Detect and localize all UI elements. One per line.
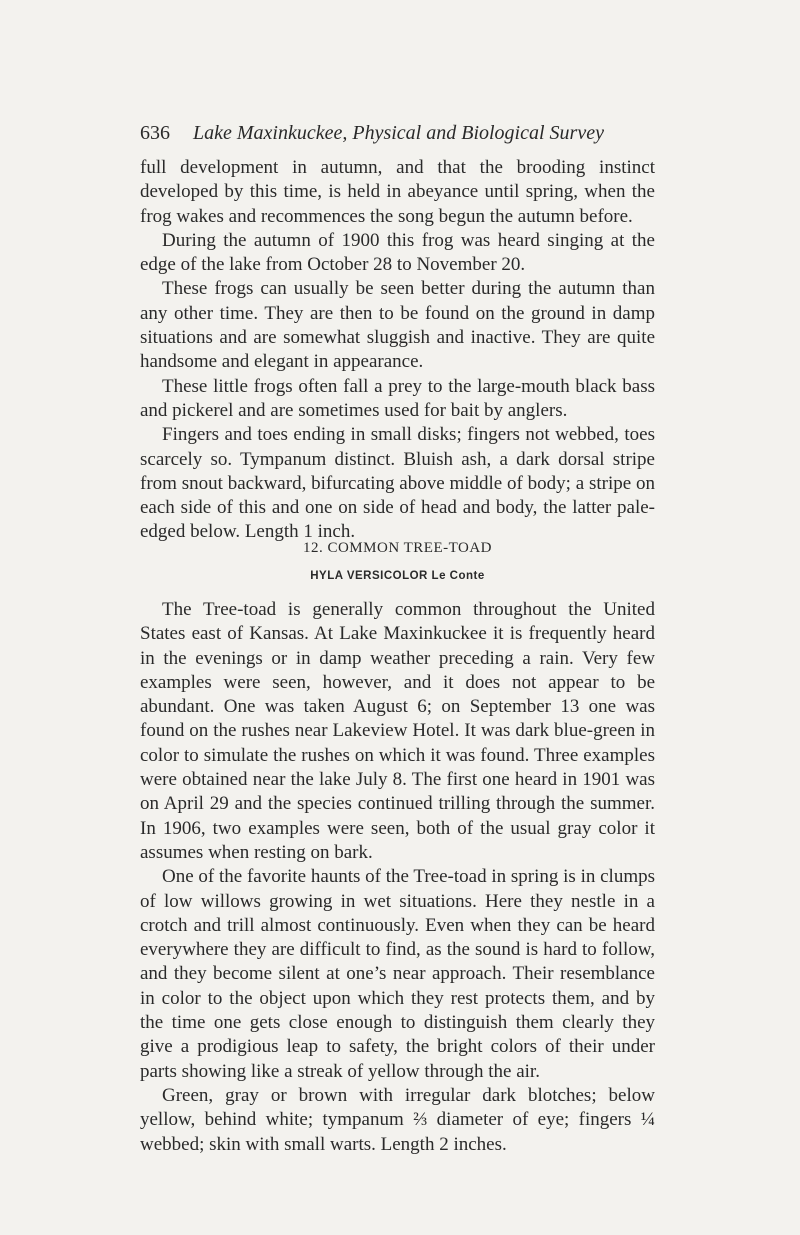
running-title: Lake Maxinkuckee, Physical and Biological Survey [193,122,604,144]
page-number: 636 [140,122,170,144]
paragraph: The Tree-toad is generally common throughout the United States east of Kansas. At Lake Maxinkuckee it is frequently heard in the evenings or in damp weather preceding a rain. Very few examples were seen, however, and it does not appear to be abundant. One was taken August 6; on September 13 one was found on the rushes near Lakeview Hotel. It was dark blue-green in color to simulate the rushes on which it was found. Three examples were obtained near the lake July 8. The first one heard in 1901 was on April 29 and the species continued trilling through the summer. In 1906, two examples were seen, both of the usual gray color it assumes when resting on bark. [140,599,655,863]
section-heading: 12. COMMON TREE-TOAD [302,540,493,556]
paragraph: Green, gray or brown with irregular dark blotches; below yellow, behind white; tympanum ⅔ diameter of eye; fingers ¼ webbed; skin with small warts. Length 2 inches. [140,1084,655,1155]
paragraph: One of the favorite haunts of the Tree-toad in spring is in clumps of low willows growing in wet situations. Here they nestle in a crotch and trill almost continuously. Even when they can be heard everywhere they are difficult to find, as the sound is hard to follow, and they become silent at one’s near approach. Their resemblance in color to the object upon which they rest protects them, and by the time one gets close enough to distinguish them clearly they give a prodigious leap to safety, the bright colors of their under parts showing like a streak of yellow through the air. [140,866,655,1082]
paragraph: During the autumn of 1900 this frog was heard singing at the edge of the lake from October 28 to November 20. [140,229,655,276]
species-name: HYLA VERSICOLOR Le Conte [310,570,485,582]
paragraph: Fingers and toes ending in small disks; fingers not webbed, toes scarcely so. Tympanum distinct. Bluish ash, a dark dorsal stripe from snout backward, bifurcating above middle of body; a stripe on each side of this and one on side of head and body, the latter pale-edged below. Length 1 inch. [140,424,655,543]
paragraph: full development in autumn, and that the brooding instinct developed by this time, is held in abeyance until spring, when the frog wakes and recommences the song begun the autumn before. [140,157,655,227]
paragraph: These frogs can usually be seen better during the autumn than any other time. They are then to be found on the ground in damp situations and are somewhat sluggish and inactive. They are quite handsome and elegant in appearance. [140,278,655,373]
text-block-top [140,156,655,545]
text-block-bottom [140,598,655,1157]
paragraph: These little frogs often fall a prey to the large-mouth black bass and pickerel and are sometimes used for bait by anglers. [140,375,655,421]
running-header [140,122,604,145]
